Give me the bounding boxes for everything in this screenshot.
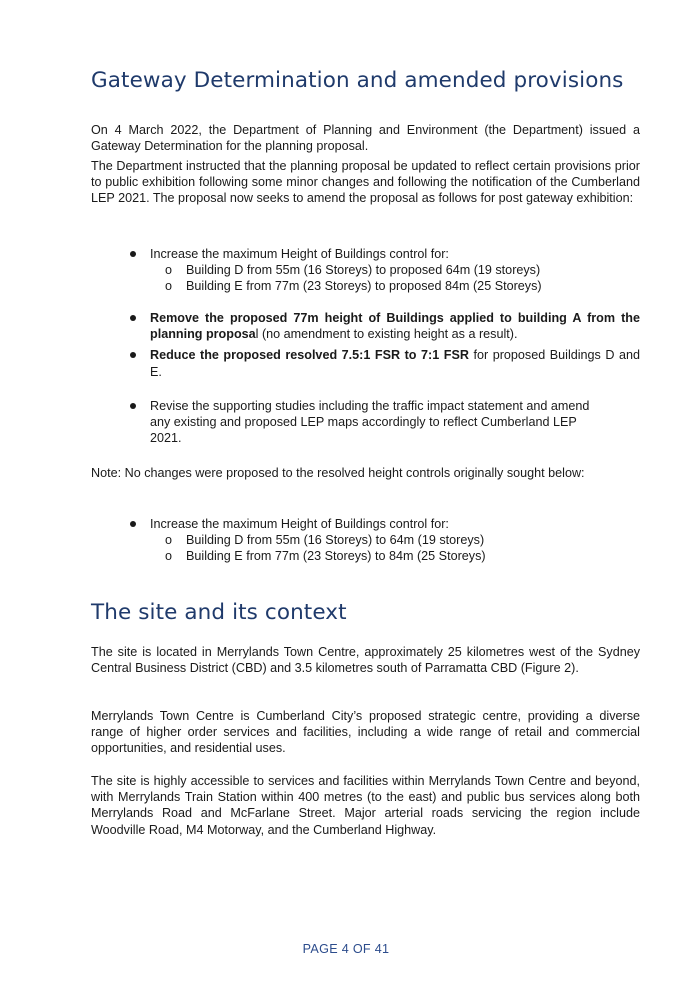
bold-text: Remove the proposed 77m height of Buildings applied to building A from the planning proposa — [150, 311, 640, 342]
sub-item-text: Building E from 77m (23 Storeys) to proposed 84m (25 Storeys) — [186, 279, 542, 294]
sub-item-text: Building E from 77m (23 Storeys) to 84m (25 Storeys) — [186, 549, 486, 564]
bullet-icon — [130, 251, 136, 257]
list-item — [91, 398, 640, 447]
amendment-list-studies — [91, 398, 640, 447]
sub-item-text: Building D from 55m (16 Storeys) to 64m (19 storeys) — [186, 533, 485, 548]
note-paragraph: Note: No changes were proposed to the resolved height controls originally sought below: — [91, 466, 585, 480]
sub-item-text: Building D from 55m (16 Storeys) to proposed 64m (19 storeys) — [186, 263, 541, 278]
sub-list-item — [150, 278, 640, 294]
section-heading-site-context: The site and its context — [91, 600, 347, 625]
bullet-icon — [130, 352, 136, 358]
bullet-text: Increase the maximum Height of Buildings control for: — [150, 517, 449, 531]
sub-bullet-marker: o — [165, 533, 173, 548]
note-list — [91, 516, 640, 565]
bold-text: Reduce the proposed resolved 7.5:1 FSR to 7:1 FSR — [150, 348, 469, 363]
paragraph-gateway-issued: On 4 March 2022, the Department of Planning and Environment (the Department) issued a Gateway Determination for the planning proposal. — [91, 123, 640, 154]
bullet-text: l (no amendment to existing height as a result). — [255, 327, 518, 342]
paragraph-department-instructed: The Department instructed that the planning proposal be updated to reflect certain provisions prior to public exhibition following some minor changes and following the notification of the Cumberland LEP 2021. The proposal now seeks to amend the proposal as follows for post gateway exhibition: — [91, 159, 640, 206]
paragraph-accessibility: The site is highly accessible to services and facilities within Merrylands Town Centre and beyond, with Merrylands Train Station within 400 metres (to the east) and public bus services along both Merrylands Road and McFarlane Street. Major arterial roads servicing the region include Woodville Road, M4 Motorway, and the Cumberland Highway. — [91, 774, 640, 837]
bullet-text: for proposed Buildings D and E. — [150, 348, 641, 379]
sub-list — [150, 262, 640, 294]
sub-list-item — [150, 532, 640, 548]
paragraph-merrylands-centre: Merrylands Town Centre is Cumberland City’s proposed strategic centre, providing a diverse range of higher order services and facilities, including a wide range of retail and commercial opportunities, and residential uses. — [91, 709, 640, 756]
sub-bullet-marker: o — [165, 279, 173, 294]
amendment-list-bold — [91, 310, 640, 380]
amendment-list — [91, 246, 640, 295]
section-heading-gateway: Gateway Determination and amended provisions — [91, 68, 624, 93]
page-number: PAGE 4 OF 41 — [302, 942, 390, 956]
paragraph-site-location: The site is located in Merrylands Town Centre, approximately 25 kilometres west of the Sydney Central Business District (CBD) and 3.5 kilometres south of Parramatta CBD (Figure 2). — [91, 645, 640, 676]
sub-bullet-marker: o — [165, 549, 173, 564]
bullet-text: Increase the maximum Height of Buildings control for: — [150, 247, 449, 261]
bullet-text: Revise the supporting studies including the traffic impact statement and amend any existing and proposed LEP maps accordingly to reflect Cumberland LEP 2021. — [150, 399, 590, 446]
list-item — [91, 246, 640, 295]
list-item — [91, 310, 640, 342]
sub-list — [150, 532, 640, 564]
list-item — [91, 516, 640, 565]
list-item — [91, 347, 640, 379]
sub-bullet-marker: o — [165, 263, 173, 278]
bullet-icon — [130, 403, 136, 409]
sub-list-item — [150, 548, 640, 564]
bullet-icon — [130, 315, 136, 321]
sub-list-item — [150, 262, 640, 278]
bullet-icon — [130, 521, 136, 527]
